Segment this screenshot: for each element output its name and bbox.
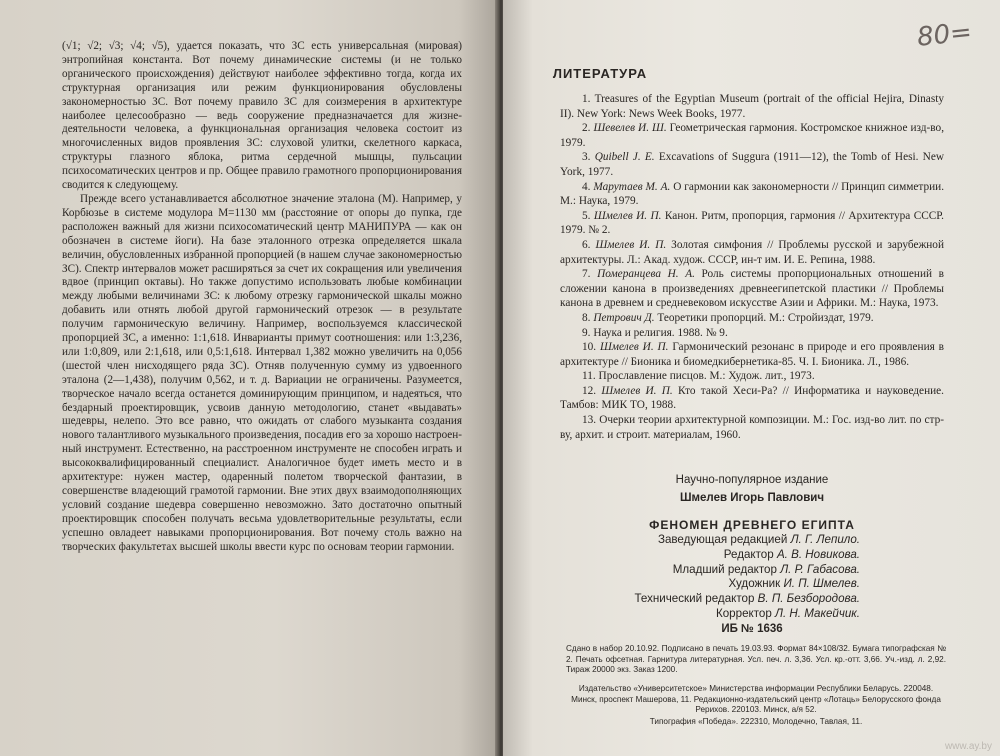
publisher-info: Издательство «Университетское» Министерства информации Республики Беларусь. 220048. Минск, проспект Машерова, 11. Редакционно-издательский центр «Лотаць» Белорусского фонда Рерихов. 220103. Минск, а/я 52.	[571, 684, 941, 714]
ib-number: ИБ № 1636	[721, 623, 783, 635]
reference-author: Шмелев И. П.	[599, 341, 669, 354]
reference-item	[560, 150, 944, 179]
reference-number: 6.	[582, 238, 591, 251]
credit-role: Редактор	[723, 547, 774, 561]
reference-number: 9.	[582, 326, 591, 339]
reference-number: 4.	[582, 180, 591, 193]
reference-author: Шмелев И. П.	[593, 209, 662, 222]
section-title: ЛИТЕРАТУРА	[552, 66, 648, 81]
credit-line	[600, 577, 860, 592]
reference-item	[560, 384, 944, 413]
reference-number: 3.	[582, 151, 591, 164]
reference-text: Кто такой Хеси-Ра? // Информатика и науковедение. Тамбов: МИК ТО, 1988.	[560, 384, 944, 412]
reference-item	[560, 311, 944, 326]
credit-role: Технический редактор	[634, 592, 755, 606]
watermark: www.ay.by	[944, 741, 992, 752]
reference-author: Quibell J. E.	[594, 151, 655, 164]
reference-text: Гармонический резонанс в природе и его проявления в архитектуре // Бионика и биомедкибернетика-85. Ч. I. Бионика. Л., 1986.	[560, 341, 944, 368]
reference-item	[560, 121, 944, 150]
author-name: Шмелев Игорь Павлович	[679, 492, 825, 504]
reference-author: Шмелев И. П.	[595, 238, 667, 251]
credit-line	[600, 607, 860, 622]
reference-text: Очерки теории архитектурной композиции. М.: Гос. изд-во лит. по стр-ву, архит. и строит. материалам, 1960.	[560, 414, 944, 441]
print-details: Сдано в набор 20.10.92. Подписано в печать 19.03.93. Формат 84×108/32. Бумага типографская № 2. Печать офсетная. Гарнитура литературная. Усл. печ. л. 3,36. Усл. кр.-отт. 3,66. Уч.-изд. л. 2,92. Тираж 20000 экз. Заказ 1200.	[566, 644, 946, 674]
credit-name: И. П. Шмелев.	[783, 577, 860, 591]
reference-number: 8.	[582, 311, 591, 324]
reference-text: Канон. Ритм, пропорция, гармония // Архитектура СССР. 1979. № 2.	[560, 209, 945, 237]
credit-name: В. П. Безбородова.	[757, 592, 860, 606]
reference-item	[560, 92, 944, 121]
credit-line	[600, 548, 860, 563]
credit-name: Л. Г. Лепило.	[790, 533, 860, 546]
reference-text: Геометрическая гармония. Костромское книжное изд-во, 1979.	[560, 122, 945, 149]
book-title: ФЕНОМЕН ДРЕВНЕГО ЕГИПТА	[649, 518, 855, 532]
paragraph: (√1; √2; √3; √4; √5), удается показать, что ЗС есть универсальная (мировая) энтропийная константа. Вот почему динамические системы (и не только органического происхождения) действуют наиболее эффективно тогда, когда их структурная организация или режим функционирования обусловлены закономерностью ЗС. Вот почему правило ЗС для соизмерения в архитектуре наиболее целесообразно — ведь сооружение предназначается для жизнедеятельности человека, а функциональная организация человека состоит из многочисленных видов проявления ЗС: слуховой улитки, скелетного каркаса, структуры глазного яблока, ритма сердечной мышцы, пульсации психосоматических центров и пр. Общее правило грамотного пропорционирования сводится к следующему.	[62, 40, 462, 192]
reference-item	[560, 340, 944, 369]
reference-number: 2.	[582, 122, 591, 135]
reference-text: Excavations of Suggura (1911—12), the Tomb of Hesi. New York, 1977.	[560, 151, 944, 178]
reference-author: Померанцева Н. А.	[597, 268, 695, 281]
reference-item	[560, 209, 944, 238]
reference-text: Прославление писцов. М.: Худож. лит., 1973.	[598, 370, 815, 383]
reference-text: Treasures of the Egyptian Museum (portrait of the official Hejira, Dinasty II). New York: News Week Books, 1977.	[560, 93, 945, 120]
reference-text: Роль системы пропорциональных отношений в сложении канона в произведениях древнеегипетской пластики // Проблемы канона в древнем и средневековом искусстве Азии и Африки. М.: Наука, 1973.	[560, 268, 944, 310]
reference-number: 12.	[582, 384, 597, 397]
reference-text: О гармонии как закономерности // Принцип симметрии. М.: Наука, 1979.	[560, 180, 945, 208]
credit-name: Л. Р. Габасова.	[780, 562, 860, 576]
reference-item	[560, 267, 944, 311]
reference-list	[560, 92, 944, 442]
reference-item	[560, 326, 944, 341]
reference-number: 5.	[582, 209, 591, 222]
credit-line	[600, 563, 860, 578]
credit-role: Корректор	[715, 606, 772, 620]
reference-author: Шмелев И. П.	[601, 384, 673, 397]
reference-item	[560, 413, 944, 442]
credit-role: Художник	[728, 577, 781, 591]
paragraph: Прежде всего устанавливается абсолютное значение эталона (М). Например, у Корбюзье в системе модулора М=1130 мм (расстояние от опоры до пупка, где расположен важный для жизни психосоматический центр МАНИПУРА — как он обозначен в системе йоги). На базе эталонного отрезка определяется шкала величин, обусловленных избранной пропорцией (в нашем случае закономерностью ЗС). Спектр интервалов может расширяться за счет их сокращения или увеличения вдвое (принцип октавы). Но также допустимо использовать любые комбинации между любыми величинами ЗС: к любому отрезку гармонической шкалы можно добавить или отнять любой другой гармонический отрезок — в результате получим гармоническую величину. Например, воспользуемся классической пропорцией ЗС, а именно: 1:1,618. Инварианты примут соотношения: или 1:3,236, или 1:0,809, или 2:1,618, или 0,5:1,618. Интервал 1,382 можно увеличить на 0,056 (шестой член нисходящего ряда ЗС). Отняв полученную сумму из удвоенного эталона (2—1,438), получим 0,562, и т. д. Вариации не ограничены. Разумеется, творческое начало всегда останется доминирующим принципом, и надеяться, что бездарный проектировщик, усвоив данную методологию, станет «выдавать» шедевры, нелепо. Это все равно, что ожидать от слабого музыканта создания нового талантливого музыкального произведения, посадив его за хорошо настроенный инструмент. Естественно, на расстроенном инструменте не способен играть и высококвалифицированный специалист. Аналогичное будет иметь место и в архитектуре: нужен мастер, одаренный полетом творческой фантазии, в совершенстве владеющий грамотой гармонии. Вне этих двух взаимодополняющих условий создание шедевра совершенно невозможно. Зато достаточно опытный проектировщик способен получать весьма удовлетворительные результаты, если успешно овладеет навыками пропорционирования. Вот почему столь важно на творческих факультетах высшей школы ввести курс по основам теории гармонии.	[62, 192, 462, 553]
reference-number: 10.	[582, 341, 597, 354]
reference-author: Марутаев М. А.	[593, 180, 671, 193]
handwritten-price: 80=	[915, 17, 974, 53]
reference-number: 13.	[582, 414, 597, 427]
reference-number: 1.	[582, 93, 591, 105]
credit-role: Заведующая редакцией	[657, 533, 788, 546]
reference-text: Золотая симфония // Проблемы русской и зарубежной архитектуры. Л.: Акад. худож. СССР, ин-т им. И. Е. Репина, 1988.	[560, 238, 945, 266]
credit-line	[600, 592, 860, 607]
printer-info: Типография «Победа». 222310, Молодечно, Тавлая, 11.	[649, 717, 863, 726]
credit-role: Младший редактор	[672, 562, 777, 576]
reference-item	[560, 180, 944, 209]
credit-name: Л. Н. Макейчик.	[775, 606, 860, 620]
left-page	[0, 0, 499, 756]
body-text	[62, 40, 462, 555]
reference-author: Шевелев И. Ш.	[593, 122, 667, 135]
reference-author: Петрович Д.	[593, 311, 655, 324]
reference-item	[560, 369, 944, 384]
reference-number: 7.	[582, 268, 591, 281]
reference-text: Теоретики пропорций. М.: Стройиздат, 1979.	[657, 311, 874, 324]
edition-type: Научно-популярное издание	[675, 474, 829, 486]
credit-name: А. В. Новикова.	[776, 547, 860, 561]
credit-line	[600, 533, 860, 548]
reference-item	[560, 238, 944, 267]
credits-list	[600, 533, 860, 622]
reference-number: 11.	[582, 370, 596, 383]
reference-text: Наука и религия. 1988. № 9.	[593, 326, 728, 339]
